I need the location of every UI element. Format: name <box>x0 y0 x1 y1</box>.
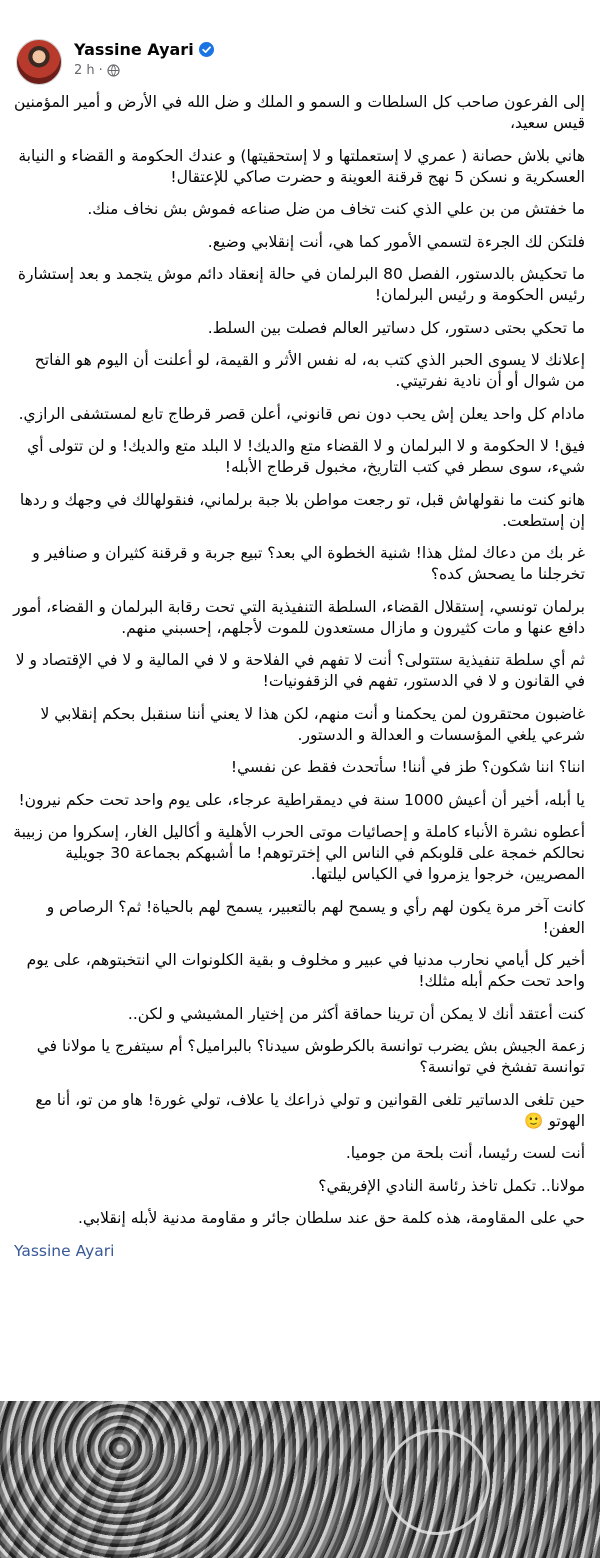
post-photo[interactable] <box>0 1401 600 1558</box>
post-paragraph: ما تحكيش بالدستور، الفصل 80 البرلمان في حالة إنعقاد دائم موش يتجمد و بعد إستشارة رئيس الحكومة و رئيس البرلمان! <box>17 265 585 304</box>
photo-highlight-circle <box>384 1429 490 1535</box>
verified-badge-icon <box>199 42 214 57</box>
post-paragraph: هاني بلاش حصانة ( عمري لا إستعملتها و لا إستحقيتها) و عندك الحكومة و القضاء و النيابة العسكرية و نسكن 5 نهج قرقنة العوينة و حضرت صاكي للإعتقال! <box>18 146 585 186</box>
post-paragraph: فلتكن لك الجرءة لتسمي الأمور كما هي، أنت إنقلابي وضيع. <box>207 232 585 251</box>
author-name[interactable]: Yassine Ayari <box>74 40 194 59</box>
post-paragraph: ثم أي سلطة تنفيذية ستتولى؟ أنت لا تفهم في الفلاحة و لا في المالية و لا في الإقتصاد و لا في القانون و لا في الدستور، تفهم في الزقفونيات! <box>15 651 585 690</box>
post-paragraph: ما تحكي بحتى دستور، كل دساتير العالم فصلت بين السلط. <box>207 318 585 337</box>
post-paragraph: غر بك من دعاك لمثل هذا! شنية الخطوة الي بعد؟ تبيع جربة و قرقنة كثيران و صنافير و تخرجلنا ما يصحش كده؟ <box>32 544 585 583</box>
post-paragraph: حي على المقاومة، هذه كلمة حق عند سلطان جائر و مقاومة مدنية لأبله إنقلابي. <box>77 1209 585 1227</box>
post-paragraph: زعمة الجيش بش يضرب توانسة بالكرطوش سيدنا؟ بالبراميل؟ أم سيتفرج يا مولانا في توانسة تفشخ في توانسة؟ <box>36 1037 585 1076</box>
post-timestamp[interactable]: 2 h <box>74 63 95 78</box>
post-paragraph: فيق! لا الحكومة و لا البرلمان و لا القضاء متع والديك! لا البلد متع والديك! و لن تتولى أي شيء، سوى سطر في كتب التاريخ، مخبول قرطاج الأبله! <box>27 437 585 476</box>
post-paragraph: إعلانك لا يسوى الحبر الذي كتب به، له نفس الأثر و القيمة، لو أعلنت أن اليوم هو الفاتح من شوال أو أن نادية نفرتيتي. <box>34 351 585 390</box>
post-paragraph: كانت آخر مرة يكون لهم رأي و يسمح لهم بالتعبير، يسمح لهم بالحياة! ثم؟ الرصاص و العفن! <box>46 897 585 937</box>
post-paragraph: مادام كل واحد يعلن إش يحب دون نص قانوني، أعلن قصر قرطاج تابع لمستشفى الرازي. <box>18 404 585 423</box>
post-paragraph: غاضبون محتقرون لمن يحكمنا و أنت منهم، لكن هذا لا يعني أننا سنقبل بحكم إنقلابي لا شرعي يلغي المؤسسات و العدالة و الدستور. <box>40 704 585 744</box>
post-paragraph: يا أبله، أخير أن أعيش 1000 سنة في ديمقراطية عرجاء، على يوم واحد تحت حكم نيرون! <box>18 790 585 809</box>
meta-separator: · <box>98 63 103 78</box>
post-paragraph: أنت لست رئيسا، أنت بلحة من جوميا. <box>345 1144 585 1162</box>
post-paragraph: برلمان تونسي، إستقلال القضاء، السلطة التنفيذية التي تحت رقابة البرلمان و القضاء، أمور دافع عنها و مات كثيرون و مازال مستعدون للموت لأجلهم، إحسبني منهم. <box>13 597 585 637</box>
post-paragraph: مولانا.. تكمل تاخذ رئاسة النادي الإفريقي؟ <box>318 1176 585 1195</box>
post-body <box>0 92 600 1229</box>
globe-icon[interactable] <box>107 64 120 77</box>
post-paragraph: أخير كل أيامي نحارب مدنيا في عبير و مخلوف و بقية الكلونوات الي انتخبتوهم، على يوم واحد تحت حكم أبله مثلك! <box>26 951 585 990</box>
post-meta <box>74 63 120 78</box>
post-paragraph: ما خفتش من بن علي الذي كنت تخاف من ضل صناعه فموش بش نخاف منك. <box>87 200 585 218</box>
post-paragraph: اننا؟ اننا شكون؟ طز في أننا! سأتحدث فقط عن نفسي! <box>230 758 585 776</box>
avatar[interactable] <box>16 39 62 85</box>
post-paragraph: إلى الفرعون صاحب كل السلطات و السمو و الملك و ضل الله في الأرض و أمير المؤمنين قيس سعيد، <box>14 93 585 132</box>
post-paragraph: هانو كنت ما نقولهاش قبل، تو رجعت مواطن بلا جبة برلماني، فنقولهالك في وجهك و ردها إن إستطعت. <box>19 490 585 530</box>
post-paragraph: حين تلغى الدساتير تلغى القوانين و تولي ذراعك يا علاف، تولي غورة! هاو من تو، أنا مع الهوتو 🙂 <box>35 1090 585 1130</box>
author-line <box>74 40 214 59</box>
post-paragraph: أعطوه نشرة الأنباء كاملة و إحصائيات موتى الحرب الأهلية و أكاليل الغار، إسكروا من زبيبة نحالكم خمجة على قلوبكم في الناس الي إخترتوهم! ما أشبهكم بجماعة 30 جويلية المصريين، خرجوا يزمروا في الكياس ليلتها. <box>13 823 585 883</box>
post-paragraph: كنت أعتقد أنك لا يمكن أن ترينا حماقة أكثر من إختيار المشيشي و لكن.. <box>127 1004 585 1023</box>
post-header <box>0 0 600 92</box>
post-signature[interactable]: Yassine Ayari <box>14 1241 115 1260</box>
